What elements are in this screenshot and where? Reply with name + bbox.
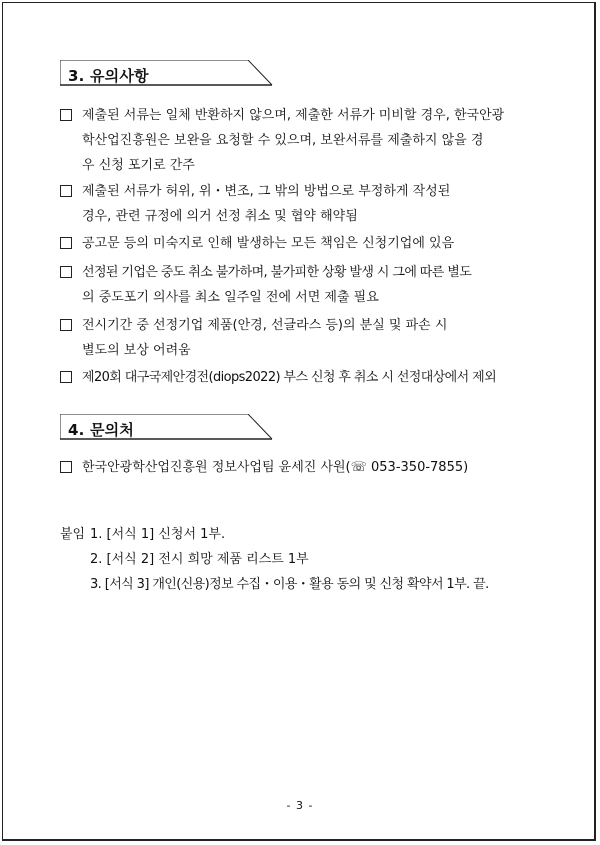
list-item-text: 의 중도포기 의사를 최소 일주일 전에 서면 제출 필요 [82, 290, 379, 305]
checkbox-icon [60, 237, 72, 249]
section-header-contact [60, 414, 274, 442]
checkbox-icon [60, 185, 72, 197]
list-item-text: 제20회 대구국제안경전(diops2022) 부스 신청 후 취소 시 선정대상에서 제외 [82, 370, 497, 385]
list-item-text: 공고문 등의 미숙지로 인해 발생하는 모든 책임은 신청기업에 있음 [82, 236, 455, 251]
checkbox-icon [60, 266, 72, 278]
list-item [60, 103, 550, 178]
list-item [60, 260, 550, 310]
attachment-label: 붙임 [60, 527, 86, 542]
list-item-text: 제출된 서류가 허위, 위・변조, 그 밖의 방법으로 부정하게 작성된 [82, 184, 451, 199]
list-item [60, 313, 550, 363]
list-item-text: 별도의 보상 어려움 [82, 343, 191, 358]
checkbox-icon [60, 319, 72, 331]
contact-text: 한국안광학산업진흥원 정보사업팀 윤세진 사원(☏ 053-350-7855) [82, 460, 469, 475]
checkbox-icon [60, 371, 72, 383]
list-item-text: 선정된 기업은 중도 취소 불가하며, 불가피한 상황 발생 시 그에 따른 별도 [82, 265, 472, 280]
contact-item [60, 455, 550, 480]
list-item-text: 전시기간 중 선정기업 제품(안경, 선글라스 등)의 분실 및 파손 시 [82, 318, 448, 333]
section-header-notes [60, 60, 274, 88]
list-item-text: 제출된 서류는 일체 반환하지 않으며, 제출한 서류가 미비할 경우, 한국안광 [82, 108, 505, 123]
list-item [60, 365, 550, 390]
list-item-text: 우 신청 포기로 간주 [82, 158, 195, 173]
page-number: - 3 - [286, 799, 314, 812]
attachment-item: 2. [서식 2] 전시 희망 제품 리스트 1부 [90, 552, 309, 567]
checkbox-icon [60, 461, 72, 473]
section-title-contact: 4. 문의처 [68, 421, 135, 439]
attachment-item: 1. [서식 1] 신청서 1부. [90, 527, 226, 542]
attachment-item: 3. [서식 3] 개인(신용)정보 수집・이용・활용 동의 및 신청 확약서 1부. 끝. [90, 577, 489, 592]
list-item [60, 179, 550, 229]
list-item [60, 231, 550, 256]
list-item-text: 학산업진흥원은 보완을 요청할 수 있으며, 보완서류를 제출하지 않을 경 [82, 133, 484, 148]
list-item-text: 경우, 관련 규정에 의거 선정 취소 및 협약 해약됨 [82, 209, 358, 224]
checkbox-icon [60, 109, 72, 121]
section-title-notes: 3. 유의사항 [68, 67, 149, 85]
